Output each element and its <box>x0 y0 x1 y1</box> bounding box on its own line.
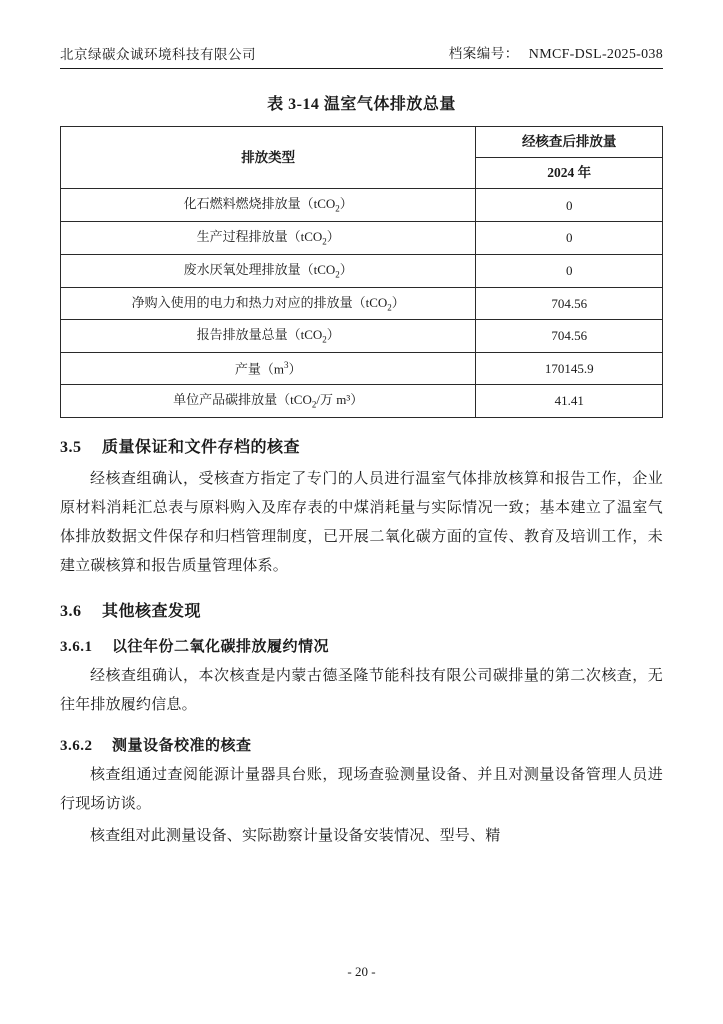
page-footer <box>0 964 723 980</box>
row-label: 报告排放量总量（tCO$_2$） <box>61 320 476 353</box>
row-label: 单位产品碳排放量（tCO$_2$/万 m³） <box>61 384 476 417</box>
section-heading-3-5 <box>60 434 663 457</box>
section-title: 质量保证和文件存档的核查 <box>102 438 301 456</box>
paragraph: 经核查组确认，本次核查是内蒙古德圣隆节能科技有限公司碳排量的第二次核查，无往年排放履约信息。 <box>60 667 663 713</box>
row-label: 净购入使用的电力和热力对应的排放量（tCO$_2$） <box>61 287 476 320</box>
archive-label: 档案编号： <box>448 46 519 61</box>
row-label: 产量$(m^3)$ <box>61 353 476 385</box>
archive-number: NMCF-DSL-2025-038 <box>528 47 663 62</box>
row-label: 化石燃料燃烧排放量（tCO$_2$） <box>61 189 476 222</box>
table-header-emission-type: 排放类型 <box>61 127 476 189</box>
row-value: 0 <box>476 222 663 255</box>
ghg-emissions-table <box>60 126 663 418</box>
table-header-group: 经核查后排放量 <box>476 127 663 158</box>
section-title: 其他核查发现 <box>102 602 202 620</box>
row-value: 0 <box>476 189 663 222</box>
row-value: 704.56 <box>476 320 663 353</box>
paragraph: 核查组对此测量设备、实际勘察计量设备安装情况、型号、精 <box>90 827 501 844</box>
row-label: 生产过程排放量（tCO$_2$） <box>61 222 476 255</box>
paragraph: 核查组通过查阅能源计量器具台账，现场查验测量设备、并且对测量设备管理人员进行现场访谈。 <box>60 767 663 813</box>
subsection-number: 3.6.2 <box>60 738 93 755</box>
table-caption: 表 3-14 温室气体排放总量 <box>267 96 456 113</box>
row-label: 废水厌氧处理排放量（tCO$_2$） <box>61 254 476 287</box>
paragraph: 经核查组确认，受核查方指定了专门的人员进行温室气体排放核算和报告工作，企业原材料消耗汇总表与原料购入及库存表的中煤消耗量与实际情况一致；基本建立了温室气体排放数据文件保存和归档管理制度，已开展二氧化碳方面的宣传、教育及培训工作，未建立碳核算和报告质量管理体系。 <box>60 470 663 575</box>
page-header <box>60 42 663 68</box>
table-row <box>61 287 663 320</box>
section-heading-3-6 <box>60 598 663 621</box>
page-number: - 20 - <box>347 964 376 979</box>
subsection-number: 3.6.1 <box>60 638 93 655</box>
section-number: 3.6 <box>60 602 82 620</box>
table-row <box>61 384 663 417</box>
table-row <box>61 254 663 287</box>
header-archive <box>449 42 663 63</box>
row-value: 170145.9 <box>476 353 663 385</box>
table-row <box>61 320 663 353</box>
subsection-heading-3-6-2 <box>60 734 663 755</box>
section-number: 3.5 <box>60 438 82 456</box>
header-divider <box>60 68 663 69</box>
table-header-row-1 <box>61 127 663 158</box>
table-row <box>61 353 663 385</box>
subsection-title: 测量设备校准的核查 <box>112 738 252 755</box>
table-row <box>61 189 663 222</box>
row-value: 41.41 <box>476 384 663 417</box>
table-header-year: 2024 年 <box>476 158 663 189</box>
table-row <box>61 222 663 255</box>
header-company: 北京绿碳众诚环境科技有限公司 <box>60 47 256 62</box>
subsection-heading-3-6-1 <box>60 635 663 656</box>
subsection-title: 以往年份二氧化碳排放履约情况 <box>112 638 330 655</box>
row-value: 704.56 <box>476 287 663 320</box>
row-value: 0 <box>476 254 663 287</box>
